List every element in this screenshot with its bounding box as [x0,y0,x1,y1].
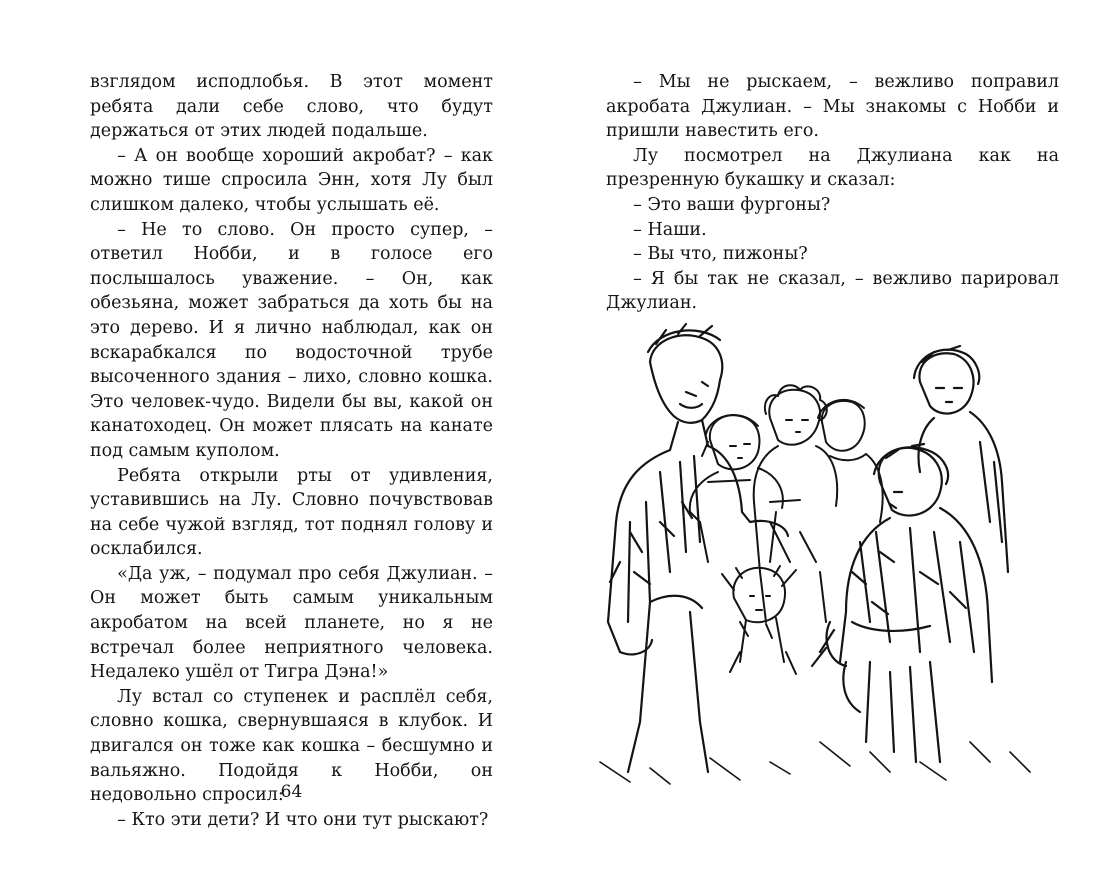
ground-hatching [600,742,1030,784]
figure-boy-jacket [812,444,992,762]
paragraph: – Не то слово. Он просто супер, – ответил Нобби, и в голосе его послышалось уважение. – Он, как обезьяна, может забраться да хоть бы на это дерево. И я лично наблюдал, как он вскарабкался по водосточной трубе высоченного здания – лихо, словно кошка. Это человек-чудо. Видели бы вы, какой он канатоходец. Он может плясать на канате под самым куполом. [90,219,493,461]
paragraph: – А он вообще хороший акробат? – как можно тише спросила Энн, хотя Лу был слишком далеко, чтобы услышать её. [90,145,493,215]
paragraph: – Вы что, пижоны? [633,244,808,265]
paragraph: Лу посмотрел на Джулиана как на презренную букашку и сказал: [606,145,1059,191]
paragraph: Ребята открыли рты от удивления, уставившись на Лу. Словно почувствовав на себе чужой взгляд, тот поднял голову и осклабился. [90,465,493,560]
paragraph: взглядом исподлобья. В этот момент ребята дали себе слово, что будут держаться от этих людей подальше. [90,72,493,142]
paragraph: – Наши. [633,219,707,240]
figure-boy-behind [818,400,883,522]
right-page [550,0,1100,873]
paragraph: – Это ваши фургоны? [633,194,831,215]
figure-curly-boy [754,385,837,622]
paragraph: Лу встал со ступенек и расплёл себя, словно кошка, свернувшаяся в клубок. И двигался он тоже как кошка – бесшумно и вальяжно. Подойдя к Нобби, он недовольно спросил: [90,686,493,806]
figure-tall-man [608,324,788,772]
right-text-column [606,70,1059,316]
illustration [590,322,1060,792]
paragraph: – Кто эти дети? И что они тут рыскают? [117,809,489,830]
page-number: 64 [280,782,303,802]
left-text-column [90,70,493,832]
paragraph: – Я бы так не сказал, – вежливо парировал Джулиан. [606,268,1059,314]
figure-tall-boy [914,346,1008,572]
paragraph: – Мы не рыскаем, – вежливо поправил акробата Джулиан. – Мы знакомы с Нобби и пришли навестить его. [606,72,1059,142]
ink-sketch-figures [590,322,1060,792]
figure-dog [722,566,796,674]
paragraph: «Да уж, – подумал про себя Джулиан. – Он может быть самым уникальным акробатом на всей планете, но я не встречал более неприятного человека. Недалеко ушёл от Тигра Дэна!» [90,563,493,683]
figure-girl [690,415,783,562]
